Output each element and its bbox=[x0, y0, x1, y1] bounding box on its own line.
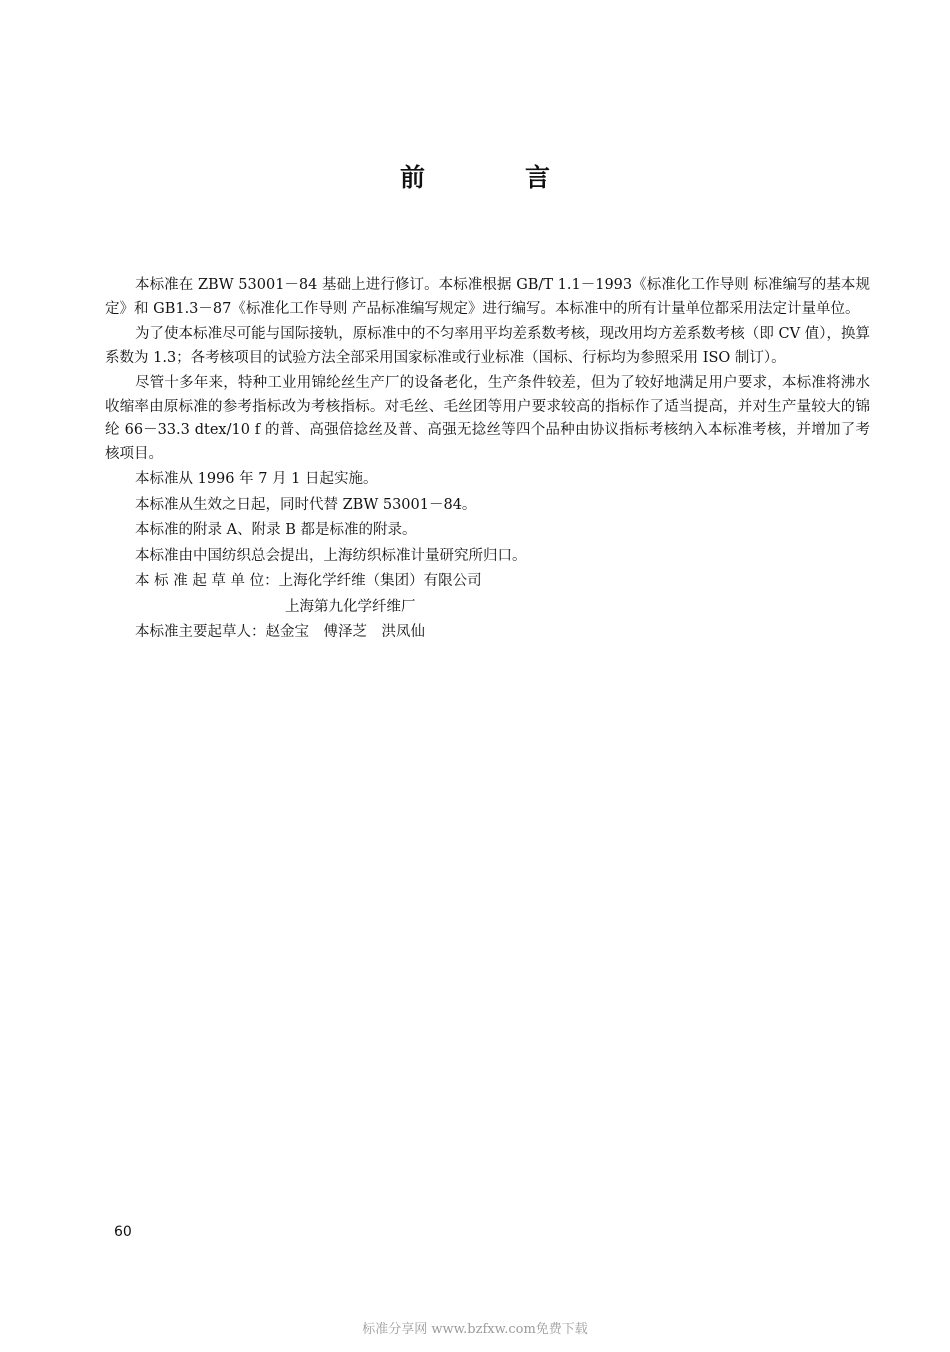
drafters-line bbox=[105, 621, 870, 645]
paragraph-3: 尽管十多年来，特种工业用锦纶丝生产厂的设备老化，生产条件较差，但为了较好地满足用户要求，本标准将沸水收缩率由原标准的参考指标改为考核指标。对毛丝、毛丝团等用户要求较高的指标作了适当提高，并对生产量较大的锦纶 66－33.3 dtex/10 f 的普、高强倍捻丝及普、高强无捻丝等四个品种由协议指标考核纳入本标准考核，并增加了考核项目。 bbox=[105, 375, 870, 462]
drafting-unit-label: 本 标 准 起 草 单 位： bbox=[135, 573, 279, 589]
replacement-line: 本标准从生效之日起，同时代替 ZBW 53001－84。 bbox=[135, 496, 477, 513]
drafters-label: 本标准主要起草人： bbox=[135, 624, 266, 640]
paragraph-2: 为了使本标准尽可能与国际接轨，原标准中的不匀率用平均差系数考核，现改用均方差系数考核（即 CV 值），换算系数为 1.3；各考核项目的试验方法全部采用国家标准或行业标准（国标、行标均为参照采用 ISO 制订）。 bbox=[105, 326, 870, 366]
drafting-unit-2: 上海第九化学纤维厂 bbox=[285, 598, 416, 615]
effective-date-line: 本标准从 1996 年 7 月 1 日起实施。 bbox=[135, 471, 378, 487]
watermark: 标准分享网 www.bzfxw.com免费下载 bbox=[362, 1322, 588, 1337]
page-number: 60 bbox=[114, 1224, 132, 1240]
appendix-line: 本标准的附录 A、附录 B 都是标准的附录。 bbox=[135, 522, 417, 538]
page-title bbox=[0, 158, 950, 194]
proposer-line: 本标准由中国纺织总会提出，上海纺织标准计量研究所归口。 bbox=[135, 547, 527, 564]
drafters-names: 赵金宝 傅泽芝 洪凤仙 bbox=[265, 624, 425, 640]
title-char-1: 前 bbox=[399, 163, 425, 192]
drafting-unit-2-line bbox=[105, 596, 870, 620]
foreword-body bbox=[105, 274, 870, 647]
title-char-2: 言 bbox=[525, 163, 551, 192]
drafting-unit-line bbox=[105, 570, 870, 594]
drafting-unit-1: 上海化学纤维（集团）有限公司 bbox=[278, 573, 482, 589]
paragraph-1: 本标准在 ZBW 53001－84 基础上进行修订。本标准根据 GB/T 1.1－1993《标准化工作导则 标准编写的基本规定》和 GB1.3－87《标准化工作导则 产品标准编写规定》进行编写。本标准中的所有计量单位都采用法定计量单位。 bbox=[105, 277, 870, 317]
